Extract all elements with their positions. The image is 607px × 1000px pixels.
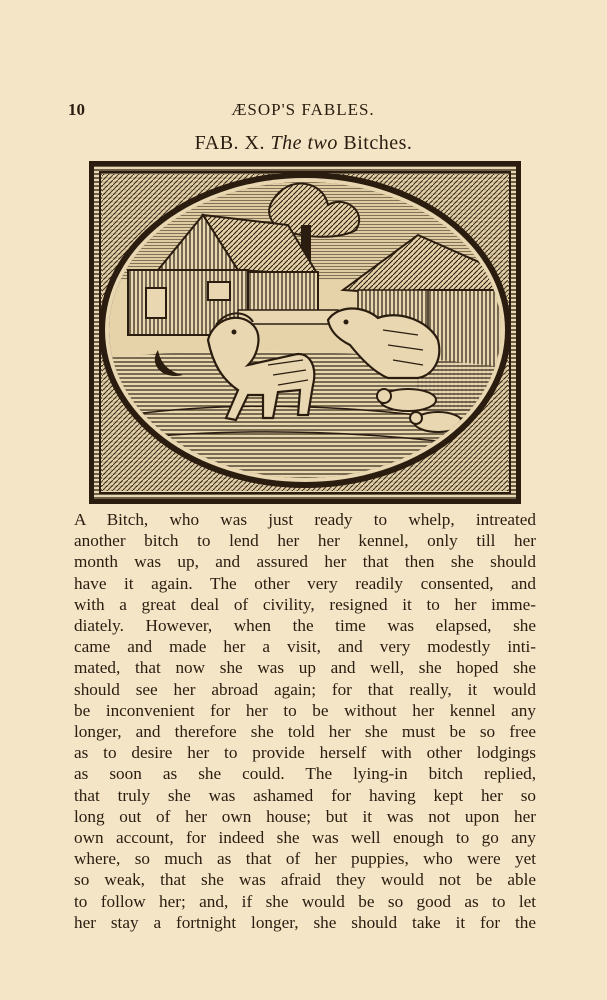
text-line: so weak, that she was afraid they would not be able <box>74 870 536 890</box>
fable-title-italic: The two <box>270 132 338 154</box>
text-line: her stay a fortnight longer, she should take it for the <box>74 912 536 932</box>
text-line: month was up, and assured her that then she should <box>74 552 536 572</box>
running-title: ÆSOP'S FABLES. <box>231 100 375 119</box>
text-line: have it again. The other very readily consented, and <box>74 573 536 593</box>
text-line: as soon as she could. The lying-in bitch replied, <box>74 764 536 784</box>
text-line: to follow her; and, if she would be so good as to let <box>74 891 536 911</box>
fable-title-roman: Bitches. <box>343 132 413 154</box>
woodcut-two-dogs-illustration <box>88 160 522 505</box>
fable-title <box>0 132 607 155</box>
text-line: with a great deal of civility, resigned it to her imme- <box>74 594 536 614</box>
fable-number: FAB. X. <box>194 132 265 154</box>
text-line: that truly she was ashamed for having kept her so <box>74 785 536 805</box>
text-line: another bitch to lend her her kennel, only till her <box>74 531 536 551</box>
running-head <box>68 100 538 122</box>
text-line: mated, that now she was up and well, she hoped she <box>74 658 536 678</box>
text-line: own account, for indeed she was well enough to go any <box>74 828 536 848</box>
text-line: diately. However, when the time was elapsed, she <box>74 616 536 636</box>
text-line: long out of her own house; but it was not upon her <box>74 806 536 826</box>
text-line: A Bitch, who was just ready to whelp, intreated <box>74 510 536 529</box>
fable-body-text <box>74 509 536 933</box>
text-line: should see her abroad again; for that really, it would <box>74 679 536 699</box>
text-line: be inconvenient for her to be without her kennel any <box>74 700 536 720</box>
page-number: 10 <box>68 100 85 119</box>
text-line: where, so much as that of her puppies, who were yet <box>74 849 536 869</box>
text-line: as to desire her to provide herself with other lodgings <box>74 743 536 763</box>
text-line: came and made her a visit, and very modestly inti- <box>74 637 536 657</box>
text-line: longer, and therefore she told her she must be so free <box>74 722 536 742</box>
